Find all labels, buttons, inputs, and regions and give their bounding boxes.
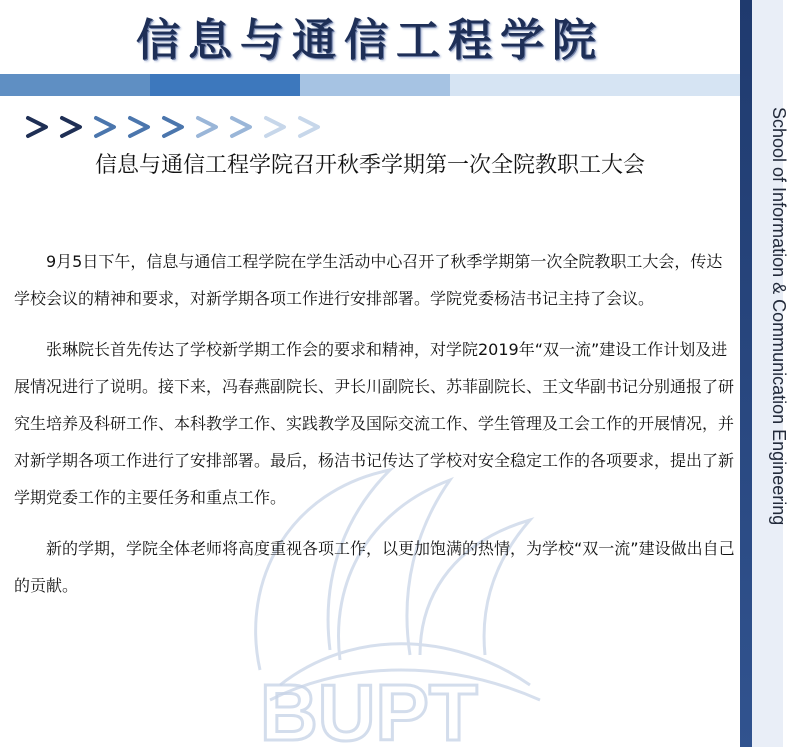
chevron-icon [56,110,90,144]
band-segment [0,74,150,96]
band-segment [300,74,450,96]
band-segment [150,74,300,96]
header-banner [0,0,740,72]
chevron-icon [90,110,124,144]
sidebar-stripe [740,0,752,747]
header-color-band [0,74,740,96]
watermark-text: BUPT [260,668,478,747]
article-paragraph: 张琳院长首先传达了学校新学期工作会的要求和精神，对学院2019年“双一流”建设工作计划及进展情况进行了说明。接下来，冯春燕副院长、尹长川副院长、苏菲副院长、王文华副书记分别通报了研究生培养及科研工作、本科教学工作、实践教学及国际交流工作、学生管理及工会工作的开展情况，并对新学期各项工作进行了安排部署。最后，杨洁书记传达了学校对安全稳定工作的各项要求，提出了新学期党委工作的主要任务和重点工作。 [14,340,735,507]
chevron-icon [260,110,294,144]
right-sidebar [740,0,789,747]
sidebar-school-name: School of Information & Communication Engineering [769,107,789,526]
chevron-decoration [22,110,328,144]
page-header-title: 信息与通信工程学院 [136,15,604,66]
article-paragraph: 新的学期，学院全体老师将高度重视各项工作，以更加饱满的热情，为学校“双一流”建设做出自己的贡献。 [14,539,735,595]
article-title: 信息与通信工程学院召开秋季学期第一次全院教职工大会 [94,153,645,178]
chevron-icon [294,110,328,144]
chevron-icon [192,110,226,144]
article-paragraph: 9月5日下午，信息与通信工程学院在学生活动中心召开了秋季学期第一次全院教职工大会，传达学校会议的精神和要求，对新学期各项工作进行安排部署。学院党委杨洁书记主持了会议。 [14,252,723,308]
article-body [14,243,738,618]
chevron-icon [124,110,158,144]
band-segment [450,74,740,96]
chevron-icon [22,110,56,144]
chevron-icon [158,110,192,144]
chevron-icon [226,110,260,144]
